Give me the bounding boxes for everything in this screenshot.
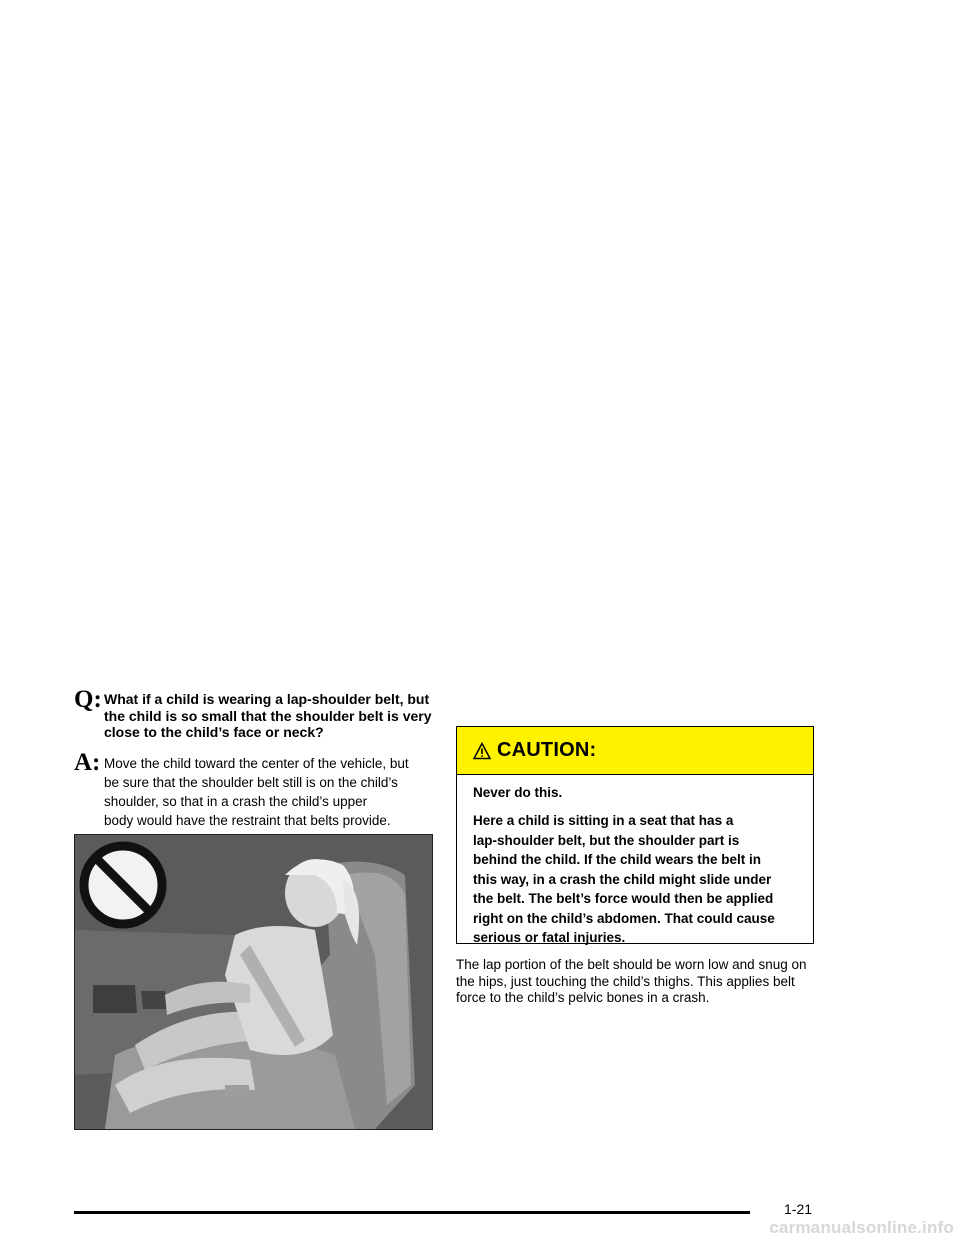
caution-paragraph — [473, 811, 799, 948]
caution-line: Here a child is sitting in a seat that has a — [473, 813, 734, 828]
warning-triangle-icon — [473, 742, 491, 760]
answer-line: shoulder, so that in a crash the child’s upper — [104, 793, 368, 809]
caution-line: the belt. The belt’s force would then be applied — [473, 891, 774, 906]
answer-marker: A: — [74, 748, 101, 776]
body-paragraph: The lap portion of the belt should be worn low and snug on the hips, just touching the child’s thighs. This applies belt force to the child’s pelvic bones in a crash. — [456, 957, 807, 1005]
answer-line: Move the child toward the center of the vehicle, but — [104, 755, 409, 771]
caution-body — [457, 775, 813, 948]
qa-block — [74, 688, 444, 830]
answer-line: be sure that the shoulder belt still is on the child’s — [104, 774, 398, 790]
answer-line: body would have the restraint that belts provide. — [104, 812, 391, 828]
page-number: 1-21 — [784, 1201, 813, 1217]
caution-line: right on the child’s abdomen. That could cause — [473, 910, 775, 926]
caution-line: behind the child. If the child wears the belt in — [473, 852, 762, 867]
answer-text — [104, 751, 409, 830]
caution-line: this way, in a crash the child might slide under — [473, 871, 772, 887]
caution-first-line: Never do this. — [473, 785, 563, 800]
watermark: carmanualsonline.info — [769, 1218, 954, 1237]
caution-line: lap-shoulder belt, but the shoulder part is — [473, 832, 740, 848]
prohibition-icon — [84, 846, 162, 924]
footer-rule — [74, 1211, 750, 1214]
answer-row — [74, 748, 444, 830]
caution-box — [456, 726, 814, 944]
caution-line: serious or fatal injuries. — [473, 930, 626, 945]
question-marker: Q: — [74, 686, 102, 713]
question-row — [74, 688, 444, 741]
caution-header — [457, 727, 813, 775]
question-text: What if a child is wearing a lap-shoulder belt, but the child is so small that the shoulder belt is very close to the child’s face or neck? — [104, 691, 432, 740]
child-seat-illustration — [74, 834, 433, 1130]
illustration-drawing — [75, 835, 432, 1129]
caution-title: CAUTION: — [497, 739, 597, 761]
